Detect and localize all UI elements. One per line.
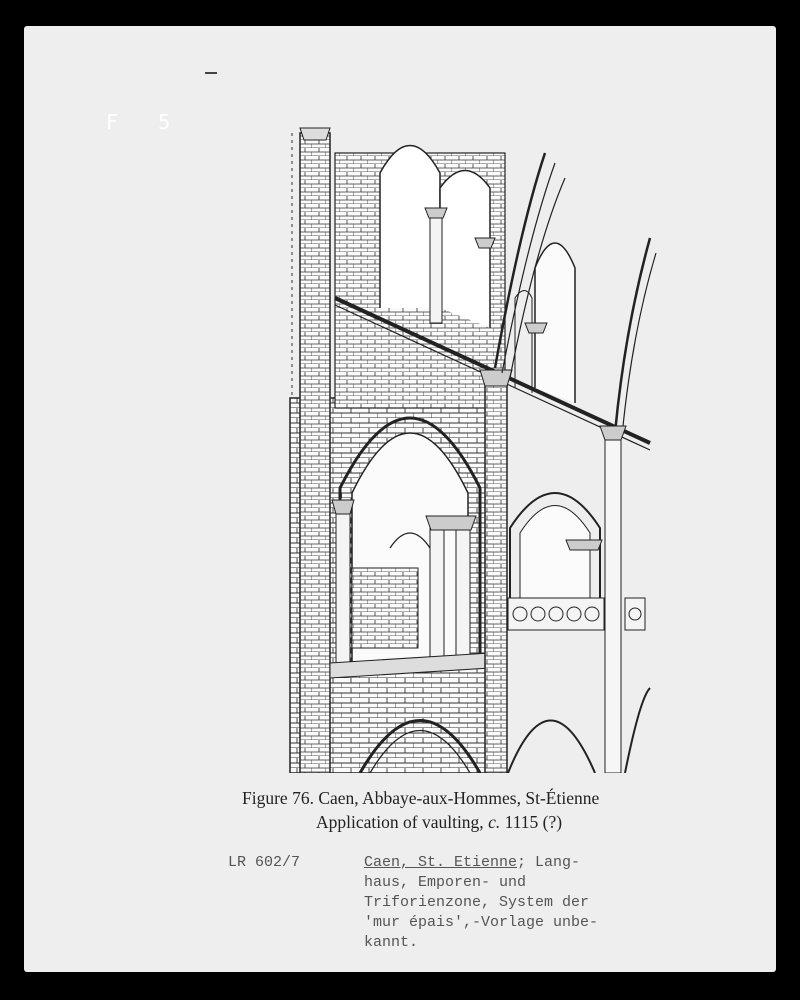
archive-reference: LR 602/7 [228, 854, 301, 871]
circa-abbrev: c. [488, 812, 501, 832]
figure-date: 1115 (?) [504, 812, 563, 832]
note-line-3: Triforienzone, System der [364, 894, 590, 911]
archive-stamp: F 5 [106, 110, 185, 134]
note-line-2: haus, Emporen- und [364, 874, 527, 891]
pencil-mark [205, 72, 217, 74]
note-line-4: 'mur épais',-Vorlage unbe- [364, 914, 599, 931]
note-line-1-rest: ; Lang- [517, 854, 581, 871]
note-text [364, 853, 598, 953]
figure-caption [242, 786, 692, 834]
figure-title: Caen, Abbaye-aux-Hommes, St-Étienne [318, 788, 600, 808]
note-line-5: kannt. [364, 934, 419, 951]
architectural-drawing [270, 108, 660, 773]
note-place: Caen, St. Etienne [364, 854, 518, 871]
figure-number: Figure 76. [242, 788, 314, 808]
figure-subtitle: Application of vaulting, [316, 812, 484, 832]
